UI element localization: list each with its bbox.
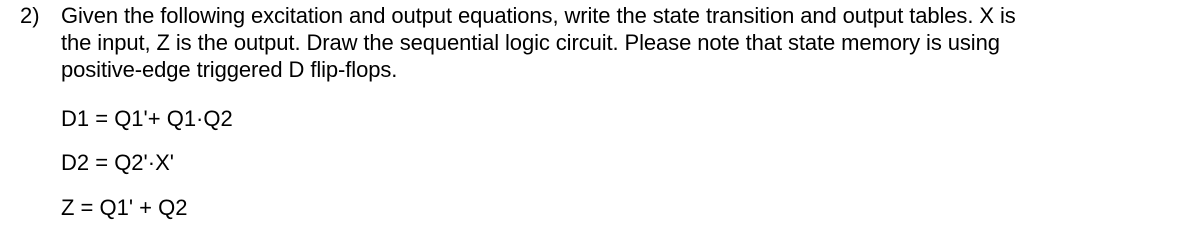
question-text-line: the input, Z is the output. Draw the sequential logic circuit. Please note that state memory is using: [61, 30, 1000, 55]
question-text: [61, 2, 1186, 83]
equation-z: Z = Q1' + Q2: [61, 195, 188, 220]
question-text-line: positive-edge triggered D flip-flops.: [61, 57, 398, 82]
question-text-line: Given the following excitation and output equations, write the state transition and output tables. X is: [61, 3, 1016, 28]
equation-d2: D2 = Q2'·X': [61, 150, 174, 175]
equation-d1: D1 = Q1'+ Q1·Q2: [61, 106, 233, 131]
question-number: 2): [20, 3, 40, 28]
